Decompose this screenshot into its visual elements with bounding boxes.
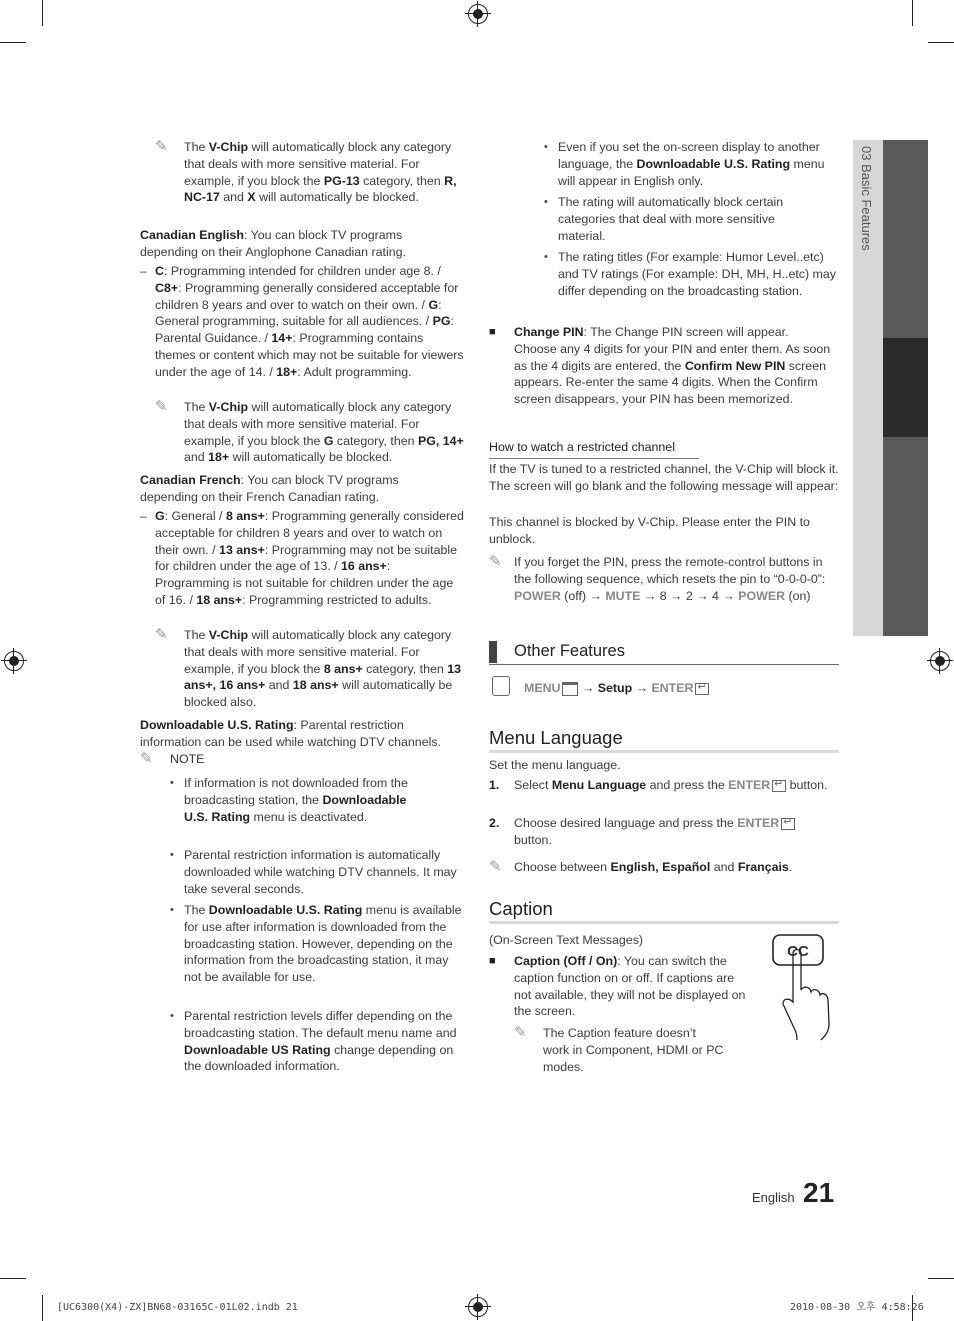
note-text: The V-Chip will automatically block any category that deals with more sensitive material. For example, if you block the 8 ans+ category, then 13 ans+, 16 ans+ and 18 ans+ will automatically be blocked also. — [184, 628, 462, 710]
enter-icon — [695, 683, 709, 695]
bullet-dot-icon: • — [170, 904, 174, 916]
bold-term: X — [247, 190, 256, 205]
bold-term: R, NC-17 — [184, 173, 457, 205]
restricted-channel-desc: If the TV is tuned to a restricted channel, the V-Chip will block it. The screen will go blank and the following message will appear: — [489, 462, 839, 493]
note-text: The V-Chip will automatically block any category that deals with more sensitive material. For example, if you block the G category, then PG, 14+ and 18+ will automatically be blocked. — [184, 400, 464, 465]
bold-term: V-Chip — [208, 628, 249, 642]
section-rule — [489, 921, 839, 924]
note-header — [140, 751, 340, 768]
restricted-channel-title: How to watch a restricted channel — [489, 440, 675, 454]
registration-mark-icon — [468, 1297, 488, 1317]
other-features-marker — [489, 641, 497, 663]
square-bullet-icon: ■ — [489, 326, 496, 338]
canadian-french-intro: Canadian French: You can block TV programs depending on their French Canadian rating. — [140, 473, 399, 504]
menu-language-note — [489, 859, 834, 876]
other-features-heading: Other Features — [514, 642, 625, 660]
menu-language-intro: Set the menu language. — [489, 758, 621, 772]
bold-term: Downloadable U.S. Rating — [208, 903, 363, 917]
registration-mark-icon — [468, 4, 488, 24]
remote-button-term: POWER — [738, 588, 786, 603]
menu-word: MENU — [524, 681, 561, 695]
caption-heading: Caption — [489, 898, 553, 919]
crop-mark — [912, 0, 913, 26]
page-language: English — [752, 1190, 795, 1205]
bullet-text: Parental restriction levels differ depending on the broadcasting station. The default menu name and Downloadable US Rating change depending on the downloaded information. — [184, 1009, 457, 1074]
bold-term: English, Español — [610, 860, 711, 874]
section-rule — [489, 664, 839, 665]
note-text: If you forget the PIN, press the remote-control buttons in the following sequence, which resets the pin to “0-0-0-0”: POWER (off) → MUTE → 8 → 2 → 4 → POWER (on) — [514, 555, 826, 603]
crop-mark — [0, 42, 26, 43]
bullet-text: Even if you set the on-screen display to another language, the Downloadable U.S. Rating menu will appear in English only. — [558, 140, 825, 188]
change-pin-text: Change PIN: The Change PIN screen will appear. Choose any 4 digits for your PIN and enter them. As soon as the 4 digits are entered, the Confirm New PIN screen appears. Re-enter the same 4 digits. When the Confirm screen disappears, your PIN has been memorized. — [514, 325, 831, 407]
caption-note — [514, 1025, 724, 1075]
bullet-dot-icon: • — [170, 777, 174, 789]
bold-term: PG — [432, 314, 451, 329]
enter-icon — [781, 818, 795, 830]
step-text: Select Menu Language and press the ENTER↵ button. — [514, 777, 829, 794]
dash-marker: – — [140, 264, 147, 278]
bold-term: Downloadable US Rating — [184, 1042, 331, 1057]
remote-button-term: ENTER — [728, 778, 771, 792]
bold-term: 13 ans+ — [219, 542, 265, 557]
menu-language-step-1 — [489, 777, 829, 794]
bullet-text: The Downloadable U.S. Rating menu is available for use after information is downloaded from the broadcasting station. However, depending on the information from the broadcasting station, it may not be available for use. — [184, 903, 462, 985]
caption-item — [489, 953, 749, 1020]
bold-term: 18 ans+ — [292, 678, 339, 693]
bullet-dot-icon: • — [170, 1010, 174, 1022]
bold-term: 14+ — [271, 331, 293, 346]
bold-term: Downloadable U.S. Rating — [184, 792, 407, 824]
bullet-dot-icon: • — [544, 196, 548, 208]
restricted-channel-message: This channel is blocked by V-Chip. Please enter the PIN to unblock. — [489, 515, 810, 546]
step-text: Choose desired language and press the ENTER↵ button. — [514, 815, 829, 849]
remote-button-term: MUTE — [605, 588, 641, 603]
downloadable-rating-intro: Downloadable U.S. Rating: Parental restriction information can be used while watching DTV channels. — [140, 718, 441, 749]
bullet-text: Parental restriction information is automatically downloaded while watching DTV channels. It may take several seconds. — [184, 848, 457, 896]
bold-term: G — [428, 297, 439, 312]
list-text: C: Programming intended for children under age 8. / C8+: Programming generally considered acceptable for children 8 years and over to watch on their own. / G: General programming, suitable for all audiences. / PG: Parental Guidance. / 14+: Programming contains themes or content which may not be suitable for viewers under the age of 14. / 18+: Adult programming. — [155, 264, 464, 379]
bold-term: 13 ans+, 16 ans+ — [184, 661, 462, 693]
bold-term: Caption (Off / On) — [514, 954, 618, 968]
note-vchip-cf — [155, 627, 465, 711]
bold-term: 16 ans+ — [340, 559, 387, 574]
bullet-dot-icon: • — [544, 251, 548, 263]
rating-bullet — [544, 139, 839, 189]
bold-term: C8+ — [155, 280, 179, 295]
note-text: The Caption feature doesn’t work in Component, HDMI or PC modes. — [543, 1026, 724, 1074]
bold-term: 8 ans+ — [323, 661, 363, 676]
note-bullet — [170, 847, 465, 897]
note-vchip-ce — [155, 399, 465, 466]
caption-subtitle: (On-Screen Text Messages) — [489, 933, 644, 947]
footer-timestamp: 2010-08-30 오후 4:58:26 — [790, 1302, 924, 1313]
chapter-tab-block — [883, 437, 928, 636]
registration-mark-icon — [930, 651, 950, 671]
bold-term: PG-13 — [323, 173, 360, 188]
enter-icon — [772, 780, 786, 792]
cc-button-label: CC — [787, 943, 809, 960]
step-number: 2. — [489, 816, 500, 830]
bold-term: 18 ans+ — [196, 592, 243, 607]
list-text: G: General / 8 ans+: Programming generally considered acceptable for children 8 years and over to watch on their own. / 13 ans+: Programming may not be suitable for children under the age of 13. / 16 ans+: Programming is not suitable for children under the age of 16. / 18 ans+: Programming restricted to adults. — [155, 509, 464, 607]
note-pencil-icon: ✎ — [489, 553, 502, 570]
footer-file-info: [UC6300(X4)-ZX]BN68-03165C-01L02.indb 21 — [57, 1302, 298, 1313]
restricted-title-underline — [489, 458, 699, 459]
section-rule — [489, 750, 839, 753]
step-number: 1. — [489, 778, 500, 792]
page-number: 21 — [803, 1177, 835, 1208]
canadian-english-list — [140, 263, 465, 381]
crop-mark — [928, 1278, 954, 1279]
caption-text: Caption (Off / On): You can switch the caption function on or off. If captions are not available, they will not be displayed on the screen. — [514, 954, 746, 1019]
bold-term: G — [155, 509, 165, 523]
note-vchip-us — [155, 139, 465, 206]
note-label: NOTE — [170, 752, 205, 766]
enter-word: ENTER — [651, 681, 694, 695]
registration-mark-icon — [4, 651, 24, 671]
bold-term: Menu Language — [551, 778, 647, 792]
crop-mark — [42, 0, 43, 26]
bold-term: 18+ — [276, 364, 298, 379]
setup-word: Setup — [597, 681, 633, 695]
bold-term: Confirm New PIN — [684, 358, 786, 373]
square-bullet-icon: ■ — [489, 955, 496, 967]
bold-term: 18+ — [208, 450, 230, 465]
bold-term: V-Chip — [208, 400, 249, 414]
bold-term: V-Chip — [208, 140, 249, 154]
bold-term: Change PIN — [514, 325, 584, 339]
bullet-text: If information is not downloaded from the broadcasting station, the Downloadable U.S. Rating menu is deactivated. — [184, 776, 408, 824]
note-bullet — [170, 1008, 465, 1075]
bold-term: Canadian French — [140, 473, 241, 487]
bold-term: C — [155, 264, 164, 278]
bullet-text: The rating titles (For example: Humor Level..etc) and TV ratings (For example: DH, MH, H..etc) may differ depending on the broadcasting station. — [558, 250, 836, 298]
chapter-tab-active — [883, 338, 928, 437]
remote-button-term: POWER — [514, 588, 561, 603]
forgot-pin-note — [489, 554, 839, 604]
bullet-dot-icon: • — [170, 849, 174, 861]
bold-term: Canadian English — [140, 228, 244, 242]
note-bullet — [170, 902, 465, 986]
note-pencil-icon: ✎ — [489, 858, 502, 875]
bullet-dot-icon: • — [544, 141, 548, 153]
note-pencil-icon: ✎ — [155, 626, 168, 643]
crop-mark — [0, 1278, 26, 1279]
menu-language-heading: Menu Language — [489, 727, 623, 748]
bold-term: Français — [737, 860, 789, 874]
rating-bullet — [544, 249, 839, 299]
dash-marker: – — [140, 509, 147, 523]
remote-button-term: ENTER — [737, 816, 780, 830]
bold-term: Downloadable U.S. Rating — [140, 718, 294, 732]
menu-icon — [562, 682, 578, 696]
canadian-english-intro: Canadian English: You can block TV programs depending on their Anglophone Canadian rating. — [140, 228, 406, 259]
chapter-tab-block — [883, 140, 928, 338]
change-pin-item — [489, 324, 834, 408]
cc-button-hand-illustration — [769, 932, 839, 1042]
note-pencil-icon: ✎ — [155, 398, 168, 415]
menu-path: MENU → Setup → ENTER↵ — [524, 680, 709, 697]
menu-language-step-2 — [489, 815, 829, 849]
bold-term: 8 ans+ — [225, 509, 265, 523]
canadian-french-list — [140, 508, 465, 609]
note-pencil-icon: ✎ — [140, 750, 153, 767]
bullet-text: The rating will automatically block certain categories that deal with more sensitive material. — [558, 195, 784, 243]
bold-term: Downloadable U.S. Rating — [636, 156, 791, 171]
bold-term: PG, 14+ — [417, 433, 464, 448]
chapter-label: 03 Basic Features — [858, 146, 874, 251]
note-pencil-icon: ✎ — [514, 1024, 527, 1041]
note-bullet — [170, 775, 465, 825]
bold-term: G — [323, 433, 334, 448]
rating-bullet — [544, 194, 824, 244]
note-text: Choose between English, Español and Français. — [514, 860, 793, 874]
note-pencil-icon: ✎ — [155, 138, 168, 155]
note-text: The V-Chip will automatically block any category that deals with more sensitive material. For example, if you block the PG-13 category, then R, NC-17 and X will automatically be blocked. — [184, 140, 457, 205]
crop-mark — [928, 42, 954, 43]
hand-tip-icon — [492, 676, 510, 696]
crop-mark — [42, 1295, 43, 1321]
